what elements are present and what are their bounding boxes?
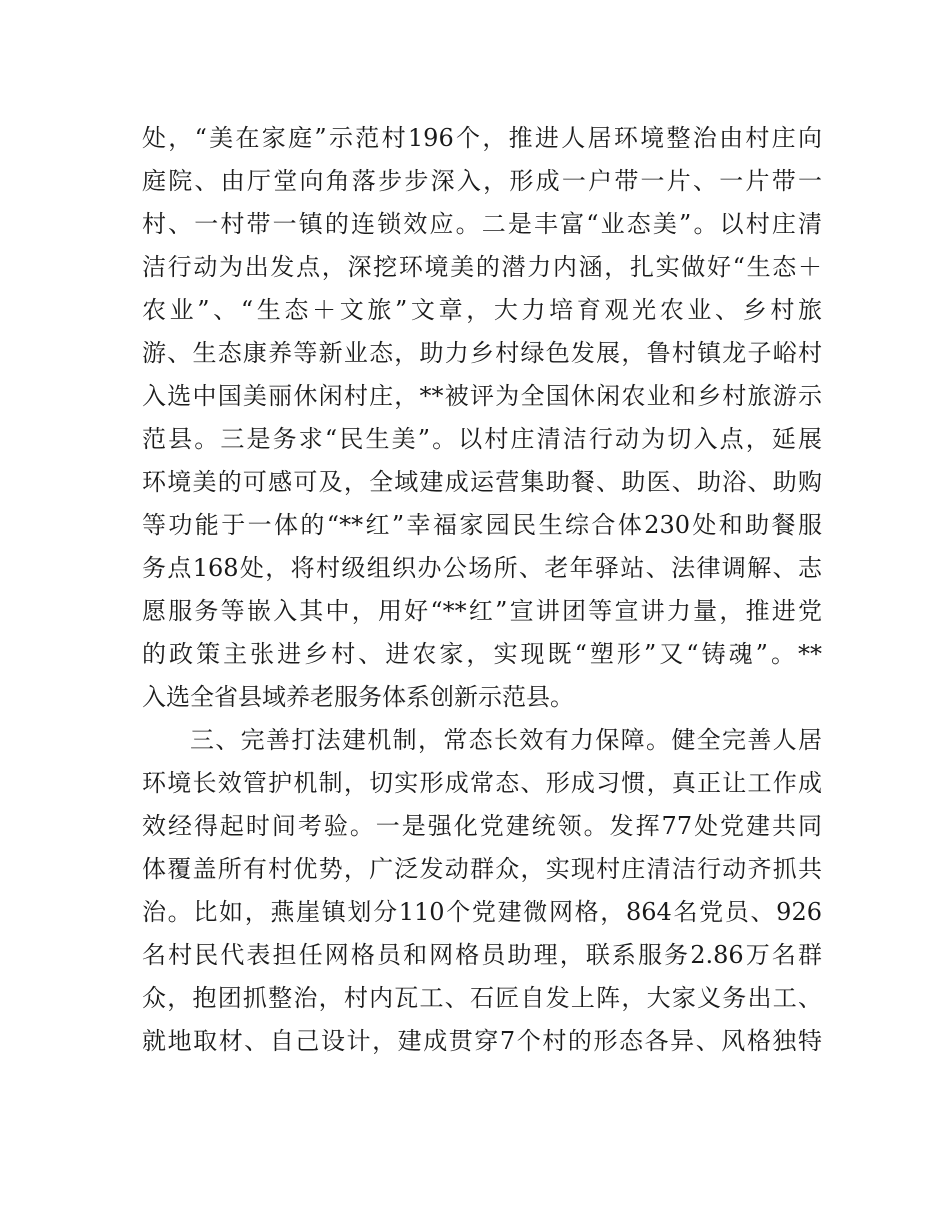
text-line: 等功能于一体的“**红”幸福家园民生综合体230处和助餐服 xyxy=(142,511,822,539)
text-line: 游、生态康养等新业态，助力乡村绿色发展，鲁村镇龙子峪村 xyxy=(142,339,822,367)
text-line: 村、一村带一镇的连锁效应。二是丰富“业态美”。以村庄清 xyxy=(142,210,822,238)
text-line: 入选全省县域养老服务体系创新示范县。 xyxy=(142,683,574,711)
text-line: 洁行动为出发点，深挖环境美的潜力内涵，扎实做好“生态＋ xyxy=(142,253,822,281)
text-line: 治。比如，燕崖镇划分110个党建微网格，864名党员、926 xyxy=(142,898,822,926)
text-line: 名村民代表担任网格员和网格员助理，联系服务2.86万名群 xyxy=(142,941,822,969)
text-line: 入选中国美丽休闲村庄，**被评为全国休闲农业和乡村旅游示 xyxy=(142,382,822,410)
text-line: 效经得起时间考验。一是强化党建统领。发挥77处党建共同 xyxy=(142,812,822,840)
text-line: 三、完善打法建机制，常态长效有力保障。健全完善人居 xyxy=(190,726,822,754)
text-line: 环境长效管护机制，切实形成常态、形成习惯，真正让工作成 xyxy=(142,769,822,797)
text-line: 范县。三是务求“民生美”。以村庄清洁行动为切入点，延展 xyxy=(142,425,822,453)
text-line: 环境美的可感可及，全域建成运营集助餐、助医、助浴、助购 xyxy=(142,468,822,496)
paragraph-2 xyxy=(142,719,822,1063)
text-line: 的政策主张进乡村、进农家，实现既“塑形”又“铸魂”。** xyxy=(142,640,822,668)
text-line: 众，抱团抓整治，村内瓦工、石匠自发上阵，大家义务出工、 xyxy=(142,984,822,1012)
text-line: 就地取材、自己设计，建成贯穿7个村的形态各异、风格独特 xyxy=(142,1027,822,1055)
document-body xyxy=(142,117,822,1063)
text-line: 愿服务等嵌入其中，用好“**红”宣讲团等宣讲力量，推进党 xyxy=(142,597,822,625)
text-line: 务点168处，将村级组织办公场所、老年驿站、法律调解、志 xyxy=(142,554,822,582)
paragraph-1 xyxy=(142,117,822,719)
text-line: 庭院、由厅堂向角落步步深入，形成一户带一片、一片带一 xyxy=(142,167,822,195)
text-line: 农业”、“生态＋文旅”文章，大力培育观光农业、乡村旅 xyxy=(142,296,822,324)
text-line: 处，“美在家庭”示范村196个，推进人居环境整治由村庄向 xyxy=(142,124,822,152)
text-line: 体覆盖所有村优势，广泛发动群众，实现村庄清洁行动齐抓共 xyxy=(142,855,822,883)
